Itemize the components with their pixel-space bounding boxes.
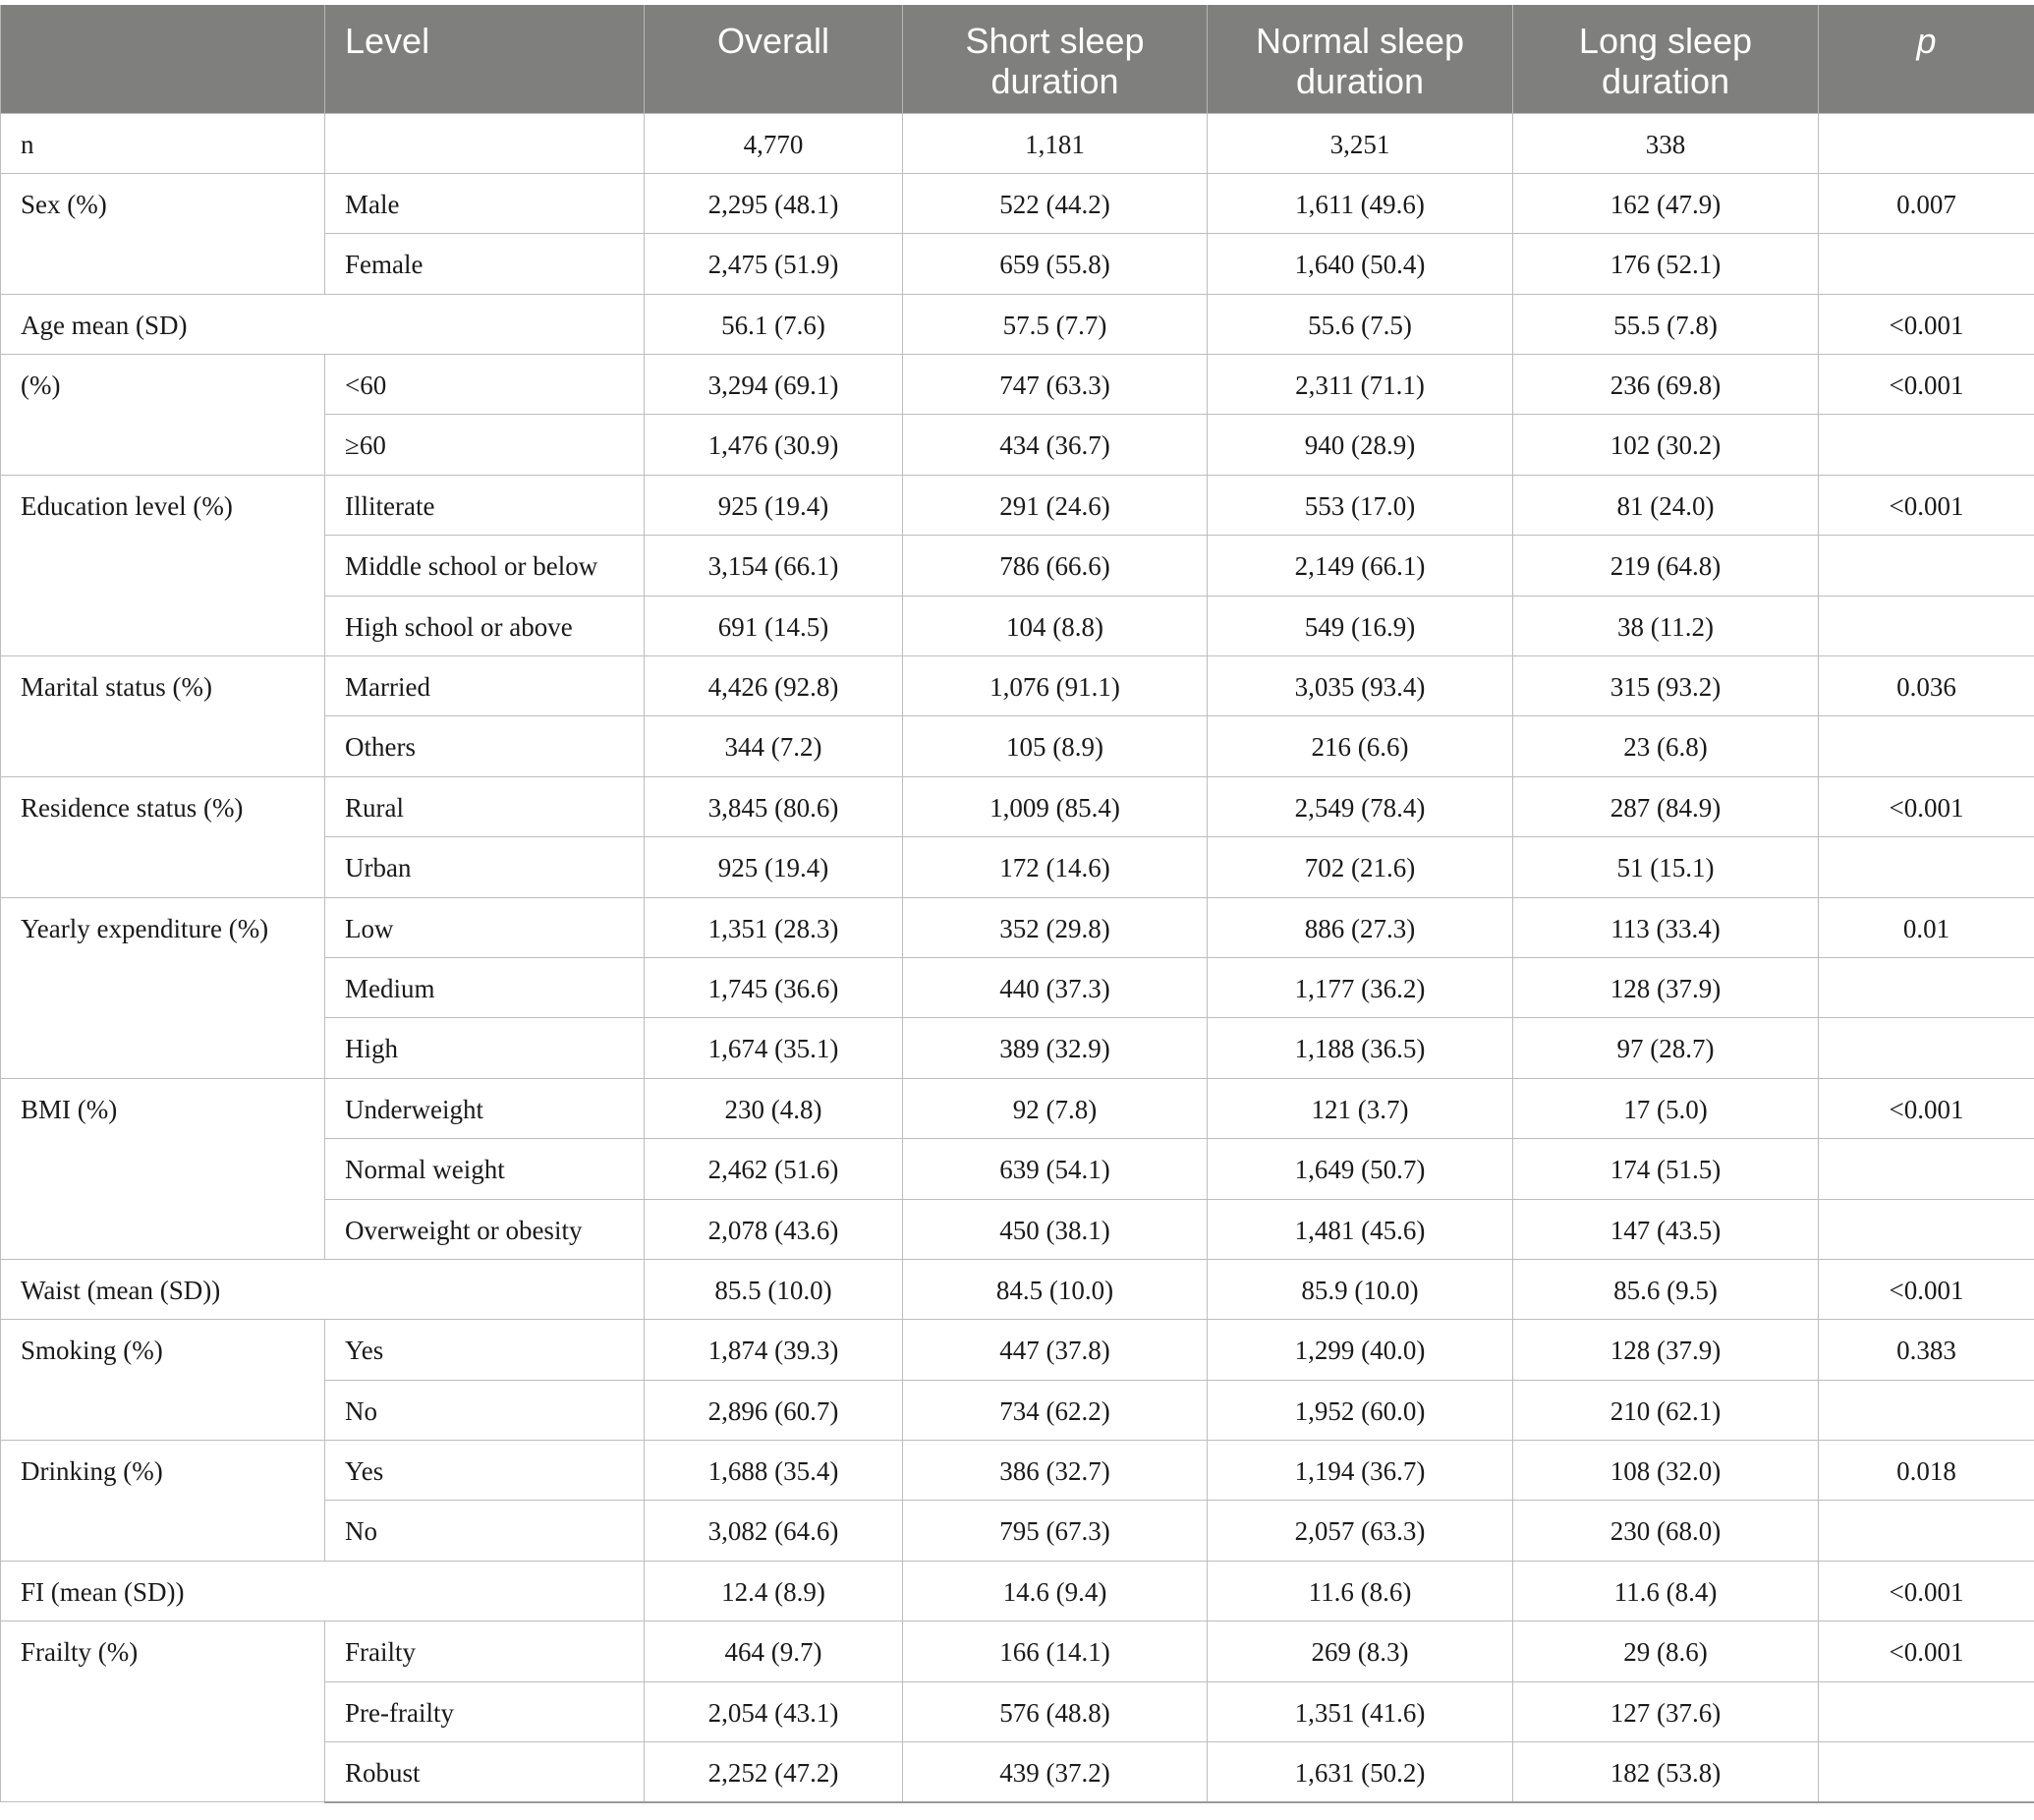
short-sleep-cell: 639 (54.1) bbox=[903, 1139, 1208, 1199]
p-value-cell: 0.007 bbox=[1819, 173, 2034, 233]
variable-cell: (%) bbox=[1, 355, 325, 476]
level-cell bbox=[325, 113, 645, 173]
normal-sleep-cell: 1,481 (45.6) bbox=[1208, 1199, 1513, 1259]
level-cell: Frailty bbox=[325, 1621, 645, 1681]
p-value-cell bbox=[1819, 1501, 2034, 1561]
long-sleep-cell: 108 (32.0) bbox=[1513, 1441, 1819, 1501]
short-sleep-cell: 386 (32.7) bbox=[903, 1441, 1208, 1501]
short-sleep-cell: 1,076 (91.1) bbox=[903, 656, 1208, 716]
table-row bbox=[1, 1441, 2034, 1501]
level-cell: Overweight or obesity bbox=[325, 1199, 645, 1259]
overall-cell: 2,475 (51.9) bbox=[645, 234, 903, 294]
short-sleep-cell: 786 (66.6) bbox=[903, 536, 1208, 596]
overall-cell: 925 (19.4) bbox=[645, 837, 903, 897]
p-value-cell: <0.001 bbox=[1819, 294, 2034, 354]
overall-cell: 2,054 (43.1) bbox=[645, 1681, 903, 1741]
p-value-cell bbox=[1819, 1681, 2034, 1741]
long-sleep-cell: 102 (30.2) bbox=[1513, 415, 1819, 475]
overall-cell: 1,688 (35.4) bbox=[645, 1441, 903, 1501]
short-sleep-cell: 104 (8.8) bbox=[903, 596, 1208, 655]
long-sleep-cell: 174 (51.5) bbox=[1513, 1139, 1819, 1199]
short-sleep-cell: 14.6 (9.4) bbox=[903, 1561, 1208, 1621]
long-sleep-cell: 230 (68.0) bbox=[1513, 1501, 1819, 1561]
p-value-cell: 0.018 bbox=[1819, 1441, 2034, 1501]
short-sleep-cell: 57.5 (7.7) bbox=[903, 294, 1208, 354]
level-cell: Rural bbox=[325, 776, 645, 836]
p-value-cell: <0.001 bbox=[1819, 1259, 2034, 1319]
overall-cell: 12.4 (8.9) bbox=[645, 1561, 903, 1621]
overall-cell: 1,745 (36.6) bbox=[645, 957, 903, 1017]
overall-cell: 1,476 (30.9) bbox=[645, 415, 903, 475]
p-value-cell: 0.036 bbox=[1819, 656, 2034, 716]
short-sleep-cell: 447 (37.8) bbox=[903, 1320, 1208, 1380]
overall-cell: 3,845 (80.6) bbox=[645, 776, 903, 836]
normal-sleep-cell: 2,311 (71.1) bbox=[1208, 355, 1513, 415]
normal-sleep-cell: 1,611 (49.6) bbox=[1208, 173, 1513, 233]
normal-sleep-cell: 55.6 (7.5) bbox=[1208, 294, 1513, 354]
long-sleep-cell: 162 (47.9) bbox=[1513, 173, 1819, 233]
table-row bbox=[1, 897, 2034, 957]
p-value-cell bbox=[1819, 1018, 2034, 1078]
long-sleep-cell: 287 (84.9) bbox=[1513, 776, 1819, 836]
level-cell: Female bbox=[325, 234, 645, 294]
table-row bbox=[1, 1561, 2034, 1621]
table-row bbox=[1, 355, 2034, 415]
overall-cell: 4,770 bbox=[645, 113, 903, 173]
normal-sleep-cell: 553 (17.0) bbox=[1208, 475, 1513, 535]
table-row bbox=[1, 173, 2034, 233]
long-sleep-cell: 113 (33.4) bbox=[1513, 897, 1819, 957]
normal-sleep-cell: 1,351 (41.6) bbox=[1208, 1681, 1513, 1741]
level-cell: Low bbox=[325, 897, 645, 957]
long-sleep-cell: 11.6 (8.4) bbox=[1513, 1561, 1819, 1621]
short-sleep-cell: 734 (62.2) bbox=[903, 1380, 1208, 1440]
header-p-value: p bbox=[1819, 5, 2034, 113]
short-sleep-cell: 172 (14.6) bbox=[903, 837, 1208, 897]
overall-cell: 230 (4.8) bbox=[645, 1078, 903, 1138]
p-value-cell: <0.001 bbox=[1819, 475, 2034, 535]
normal-sleep-cell: 121 (3.7) bbox=[1208, 1078, 1513, 1138]
p-value-cell bbox=[1819, 1380, 2034, 1440]
overall-cell: 3,294 (69.1) bbox=[645, 355, 903, 415]
p-value-cell bbox=[1819, 957, 2034, 1017]
level-cell: High school or above bbox=[325, 596, 645, 655]
p-value-cell bbox=[1819, 113, 2034, 173]
long-sleep-cell: 210 (62.1) bbox=[1513, 1380, 1819, 1440]
normal-sleep-cell: 1,631 (50.2) bbox=[1208, 1742, 1513, 1802]
short-sleep-cell: 659 (55.8) bbox=[903, 234, 1208, 294]
normal-sleep-cell: 1,194 (36.7) bbox=[1208, 1441, 1513, 1501]
level-cell: Robust bbox=[325, 1742, 645, 1802]
normal-sleep-cell: 886 (27.3) bbox=[1208, 897, 1513, 957]
level-cell: Male bbox=[325, 173, 645, 233]
long-sleep-cell: 81 (24.0) bbox=[1513, 475, 1819, 535]
table-row bbox=[1, 1078, 2034, 1138]
level-cell: Urban bbox=[325, 837, 645, 897]
table-row bbox=[1, 294, 2034, 354]
overall-cell: 1,674 (35.1) bbox=[645, 1018, 903, 1078]
long-sleep-cell: 55.5 (7.8) bbox=[1513, 294, 1819, 354]
level-cell: Underweight bbox=[325, 1078, 645, 1138]
short-sleep-cell: 389 (32.9) bbox=[903, 1018, 1208, 1078]
level-cell: <60 bbox=[325, 355, 645, 415]
variable-cell: Frailty (%) bbox=[1, 1621, 325, 1802]
overall-cell: 344 (7.2) bbox=[645, 716, 903, 776]
normal-sleep-cell: 269 (8.3) bbox=[1208, 1621, 1513, 1681]
normal-sleep-cell: 3,251 bbox=[1208, 113, 1513, 173]
overall-cell: 4,426 (92.8) bbox=[645, 656, 903, 716]
normal-sleep-cell: 1,177 (36.2) bbox=[1208, 957, 1513, 1017]
overall-cell: 3,154 (66.1) bbox=[645, 536, 903, 596]
level-cell: Normal weight bbox=[325, 1139, 645, 1199]
long-sleep-cell: 236 (69.8) bbox=[1513, 355, 1819, 415]
table-row bbox=[1, 1621, 2034, 1681]
header-variable bbox=[1, 5, 325, 113]
overall-cell: 1,351 (28.3) bbox=[645, 897, 903, 957]
table-row bbox=[1, 656, 2034, 716]
normal-sleep-cell: 2,057 (63.3) bbox=[1208, 1501, 1513, 1561]
header-normal-sleep: Normal sleep duration bbox=[1208, 5, 1513, 113]
header-level: Level bbox=[325, 5, 645, 113]
short-sleep-cell: 576 (48.8) bbox=[903, 1681, 1208, 1741]
short-sleep-cell: 84.5 (10.0) bbox=[903, 1259, 1208, 1319]
normal-sleep-cell: 1,649 (50.7) bbox=[1208, 1139, 1513, 1199]
header-long-sleep: Long sleep duration bbox=[1513, 5, 1819, 113]
level-cell: Pre-frailty bbox=[325, 1681, 645, 1741]
overall-cell: 3,082 (64.6) bbox=[645, 1501, 903, 1561]
p-value-cell: <0.001 bbox=[1819, 1621, 2034, 1681]
p-value-cell bbox=[1819, 1742, 2034, 1802]
long-sleep-cell: 17 (5.0) bbox=[1513, 1078, 1819, 1138]
level-cell: Middle school or below bbox=[325, 536, 645, 596]
p-value-cell bbox=[1819, 415, 2034, 475]
long-sleep-cell: 338 bbox=[1513, 113, 1819, 173]
table-row bbox=[1, 1259, 2034, 1319]
long-sleep-cell: 128 (37.9) bbox=[1513, 957, 1819, 1017]
p-value-cell bbox=[1819, 1199, 2034, 1259]
level-cell: Yes bbox=[325, 1320, 645, 1380]
long-sleep-cell: 51 (15.1) bbox=[1513, 837, 1819, 897]
p-value-cell: <0.001 bbox=[1819, 1561, 2034, 1621]
header-short-sleep: Short sleep duration bbox=[903, 5, 1208, 113]
long-sleep-cell: 127 (37.6) bbox=[1513, 1681, 1819, 1741]
p-value-cell: <0.001 bbox=[1819, 776, 2034, 836]
normal-sleep-cell: 702 (21.6) bbox=[1208, 837, 1513, 897]
table-row bbox=[1, 776, 2034, 836]
overall-cell: 2,896 (60.7) bbox=[645, 1380, 903, 1440]
normal-sleep-cell: 940 (28.9) bbox=[1208, 415, 1513, 475]
normal-sleep-cell: 11.6 (8.6) bbox=[1208, 1561, 1513, 1621]
short-sleep-cell: 434 (36.7) bbox=[903, 415, 1208, 475]
variable-cell: Smoking (%) bbox=[1, 1320, 325, 1441]
header-overall: Overall bbox=[645, 5, 903, 113]
long-sleep-cell: 97 (28.7) bbox=[1513, 1018, 1819, 1078]
p-value-cell bbox=[1819, 234, 2034, 294]
level-cell: ≥60 bbox=[325, 415, 645, 475]
short-sleep-cell: 1,181 bbox=[903, 113, 1208, 173]
overall-cell: 691 (14.5) bbox=[645, 596, 903, 655]
normal-sleep-cell: 2,149 (66.1) bbox=[1208, 536, 1513, 596]
variable-cell: FI (mean (SD)) bbox=[1, 1561, 645, 1621]
long-sleep-cell: 147 (43.5) bbox=[1513, 1199, 1819, 1259]
short-sleep-cell: 450 (38.1) bbox=[903, 1199, 1208, 1259]
short-sleep-cell: 92 (7.8) bbox=[903, 1078, 1208, 1138]
variable-cell: n bbox=[1, 113, 325, 173]
table-body bbox=[1, 113, 2034, 1802]
normal-sleep-cell: 1,952 (60.0) bbox=[1208, 1380, 1513, 1440]
normal-sleep-cell: 216 (6.6) bbox=[1208, 716, 1513, 776]
p-value-cell bbox=[1819, 1139, 2034, 1199]
long-sleep-cell: 315 (93.2) bbox=[1513, 656, 1819, 716]
long-sleep-cell: 23 (6.8) bbox=[1513, 716, 1819, 776]
short-sleep-cell: 439 (37.2) bbox=[903, 1742, 1208, 1802]
p-value-cell bbox=[1819, 596, 2034, 655]
long-sleep-cell: 219 (64.8) bbox=[1513, 536, 1819, 596]
long-sleep-cell: 29 (8.6) bbox=[1513, 1621, 1819, 1681]
p-value-cell: <0.001 bbox=[1819, 1078, 2034, 1138]
overall-cell: 2,295 (48.1) bbox=[645, 173, 903, 233]
level-cell: No bbox=[325, 1380, 645, 1440]
short-sleep-cell: 166 (14.1) bbox=[903, 1621, 1208, 1681]
level-cell: Others bbox=[325, 716, 645, 776]
short-sleep-cell: 747 (63.3) bbox=[903, 355, 1208, 415]
variable-cell: Drinking (%) bbox=[1, 1441, 325, 1562]
normal-sleep-cell: 1,640 (50.4) bbox=[1208, 234, 1513, 294]
level-cell: Married bbox=[325, 656, 645, 716]
overall-cell: 925 (19.4) bbox=[645, 475, 903, 535]
variable-cell: Residence status (%) bbox=[1, 776, 325, 897]
overall-cell: 2,078 (43.6) bbox=[645, 1199, 903, 1259]
table-row bbox=[1, 475, 2034, 535]
normal-sleep-cell: 2,549 (78.4) bbox=[1208, 776, 1513, 836]
level-cell: High bbox=[325, 1018, 645, 1078]
table-row bbox=[1, 113, 2034, 173]
long-sleep-cell: 38 (11.2) bbox=[1513, 596, 1819, 655]
p-value-cell bbox=[1819, 716, 2034, 776]
level-cell: No bbox=[325, 1501, 645, 1561]
long-sleep-cell: 128 (37.9) bbox=[1513, 1320, 1819, 1380]
short-sleep-cell: 795 (67.3) bbox=[903, 1501, 1208, 1561]
overall-cell: 1,874 (39.3) bbox=[645, 1320, 903, 1380]
long-sleep-cell: 176 (52.1) bbox=[1513, 234, 1819, 294]
variable-cell: Waist (mean (SD)) bbox=[1, 1259, 645, 1319]
p-value-cell bbox=[1819, 837, 2034, 897]
overall-cell: 85.5 (10.0) bbox=[645, 1259, 903, 1319]
header-row bbox=[1, 5, 2034, 113]
baseline-characteristics-table bbox=[0, 5, 2034, 1803]
variable-cell: BMI (%) bbox=[1, 1078, 325, 1259]
overall-cell: 464 (9.7) bbox=[645, 1621, 903, 1681]
overall-cell: 2,252 (47.2) bbox=[645, 1742, 903, 1802]
variable-cell: Yearly expenditure (%) bbox=[1, 897, 325, 1078]
p-value-cell bbox=[1819, 536, 2034, 596]
long-sleep-cell: 182 (53.8) bbox=[1513, 1742, 1819, 1802]
normal-sleep-cell: 549 (16.9) bbox=[1208, 596, 1513, 655]
short-sleep-cell: 291 (24.6) bbox=[903, 475, 1208, 535]
table-row bbox=[1, 1320, 2034, 1380]
overall-cell: 2,462 (51.6) bbox=[645, 1139, 903, 1199]
variable-cell: Age mean (SD) bbox=[1, 294, 645, 354]
level-cell: Yes bbox=[325, 1441, 645, 1501]
variable-cell: Education level (%) bbox=[1, 475, 325, 655]
level-cell: Illiterate bbox=[325, 475, 645, 535]
long-sleep-cell: 85.6 (9.5) bbox=[1513, 1259, 1819, 1319]
normal-sleep-cell: 85.9 (10.0) bbox=[1208, 1259, 1513, 1319]
normal-sleep-cell: 3,035 (93.4) bbox=[1208, 656, 1513, 716]
short-sleep-cell: 1,009 (85.4) bbox=[903, 776, 1208, 836]
normal-sleep-cell: 1,188 (36.5) bbox=[1208, 1018, 1513, 1078]
short-sleep-cell: 522 (44.2) bbox=[903, 173, 1208, 233]
short-sleep-cell: 352 (29.8) bbox=[903, 897, 1208, 957]
normal-sleep-cell: 1,299 (40.0) bbox=[1208, 1320, 1513, 1380]
variable-cell: Sex (%) bbox=[1, 173, 325, 294]
short-sleep-cell: 440 (37.3) bbox=[903, 957, 1208, 1017]
table-header bbox=[1, 5, 2034, 113]
overall-cell: 56.1 (7.6) bbox=[645, 294, 903, 354]
level-cell: Medium bbox=[325, 957, 645, 1017]
p-value-cell: 0.383 bbox=[1819, 1320, 2034, 1380]
short-sleep-cell: 105 (8.9) bbox=[903, 716, 1208, 776]
p-value-cell: 0.01 bbox=[1819, 897, 2034, 957]
p-value-cell: <0.001 bbox=[1819, 355, 2034, 415]
variable-cell: Marital status (%) bbox=[1, 656, 325, 777]
